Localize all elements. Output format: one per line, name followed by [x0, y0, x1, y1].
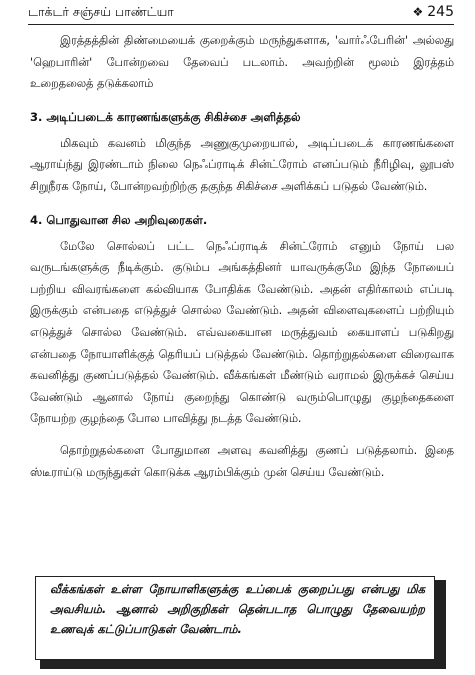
diamond-ornament-icon: ❖	[412, 5, 424, 19]
header-right	[413, 4, 455, 20]
callout-box	[35, 576, 443, 667]
paragraph-infection-treatment: தொற்றுதல்களை போதுமான அளவு கவனித்து குணப் படுத்தலாம். இதை ஸ்டீராய்டு மருந்துகள் கொடுக்க ஆரம்பிக்கும் முன் செய்ய வேண்டும்.	[30, 443, 454, 479]
paragraph-underlying-causes: மிகவும் கவனம் மிகுந்த அணுகுமுறையால், அடிப்படைக் காரணங்களை ஆராய்ந்து இரண்டாம் நிலை நெஃப்ராடிக் சின்ட்ரோம் எனப்படும் நீரிழிவு, லூபஸ் சிறுநீரக நோய், போன்றவற்றிற்கு தகுந்த சிகிச்சை அளிக்கப் படுதல் வேண்டும்.	[30, 136, 454, 193]
paragraph-general-advice: மேலே சொல்லப் பட்ட நெஃப்ராடிக் சின்ட்ரோம் எனும் நோய் பல வருடங்களுக்கு நீடிக்கும். குடும்ப அங்கத்தினர் யாவருக்குமே இந்த நோயைப் பற்றிய விவரங்களை கல்வியாக போதிக்க வேண்டும். அதன் எதிர்காலம் எப்படி இருக்கும் என்பதை எடுத்துச் சொல்ல வேண்டும். அதன் விளைவுகளைப் பற்றியும் எடுத்துச் சொல்ல வேண்டும். எவ்வகையான மருத்துவம் கையாளப் படுகிறது என்பதை நோயாளிக்குத் தெரியப் படுத்தல் வேண்டும். தொற்றுதல்களை விரைவாக கவனித்து குணப்படுத்தல் வேண்டும். வீக்கங்கள் மீண்டும் வராமல் இருக்கச் செய்ய வேண்டும் ஆனால் நோய் குறைந்து கொண்டு வரும்பொழுது குழந்தைகளை நோயற்ற குழந்தை போல பாவித்து நடத்த வேண்டும்.	[30, 239, 454, 426]
book-author-title: டாக்டர் சஞ்சய் பாண்ட்யா	[28, 3, 174, 19]
page-number: 245	[427, 4, 454, 20]
page-body	[30, 30, 454, 483]
section-heading-4: 4. பொதுவான சில அறிவுரைகள்.	[30, 212, 208, 227]
callout-box-frame	[35, 576, 435, 660]
paragraph-anticoagulants: இரத்தத்தின் திண்மையைக் குறைக்கும் மருந்துகளாக, 'வார்ஃபேரின்' அல்லது 'ஹெபாரின்' போன்றவை தேவைப் படலாம். அவற்றின் மூலம் இரத்தம் உறைதலைத் தடுக்கலாம்	[30, 34, 454, 91]
page-header	[28, 0, 454, 25]
callout-text: வீக்கங்கள் உள்ள நோயாளிகளுக்கு உப்பைக் குறைப்பது என்பது மிக அவசியம். ஆனால் அறிகுறிகள் தென்படாத பொழுது தேவையற்ற உணவுக் கட்டுப்பாடுகள் வேண்டாம்.	[50, 582, 425, 636]
section-heading-3: 3. அடிப்படைக் காரணங்களுக்கு சிகிச்சை அளித்தல்	[30, 109, 301, 124]
